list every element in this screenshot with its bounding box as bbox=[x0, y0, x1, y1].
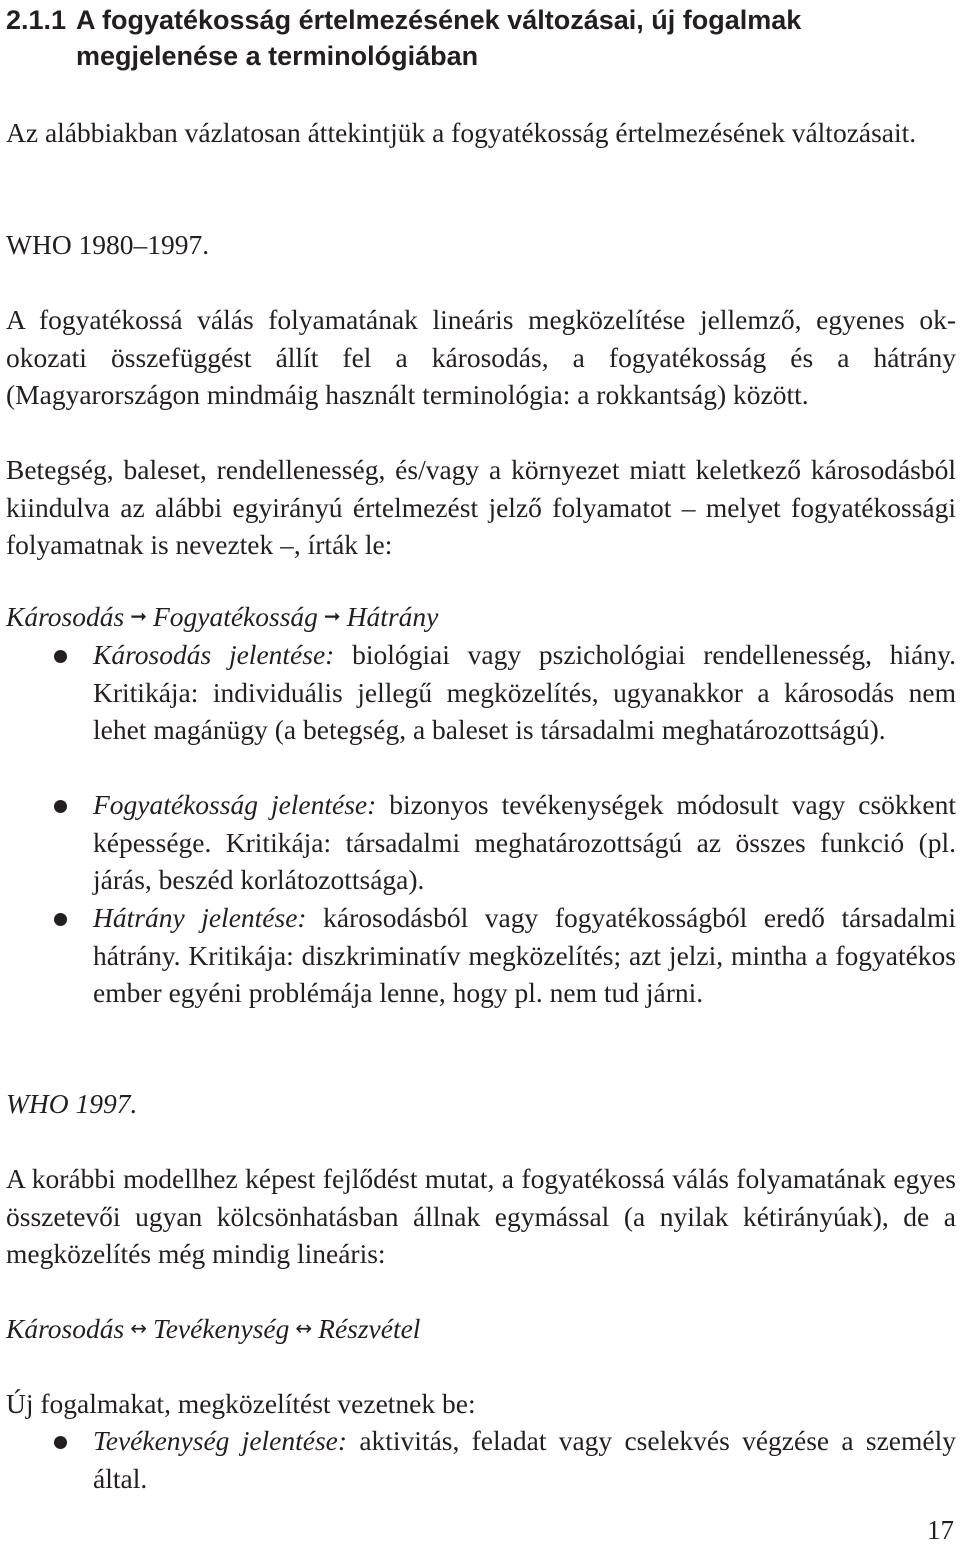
who-1997-paragraph-1: A korábbi modellhez képest fejlődést mutat, a fogyatékossá válás folyamatának egyes összetevői ugyan kölcsönhatásban állnak egymással (a nyilak kétirányúak), de a megközelítés még mindig lineáris: bbox=[6, 1163, 956, 1269]
bullet-term: Károsodás jelentése: bbox=[93, 639, 335, 670]
who-1997-label: WHO 1997. bbox=[6, 1088, 138, 1119]
who-1980-paragraph-1: A fogyatékossá válás folyamatának lineáris megközelítése jellemző, egyenes ok-okozati összefüggést állít fel a károsodás, a fogyatékosság és a hátrány (Magyarországon mindmáig használt terminológia: a rokkantság) között. bbox=[6, 304, 956, 410]
bullet-term: Hátrány jelentése: bbox=[93, 902, 307, 933]
bidirectional-arrow-icon: ↔ bbox=[295, 1316, 313, 1340]
bullet-icon bbox=[54, 1436, 67, 1449]
who-1997-paragraph-2: Új fogalmakat, megközelítést vezetnek be: bbox=[6, 1388, 476, 1419]
bullet-text bbox=[93, 1422, 956, 1497]
section-number: 2.1.1 bbox=[6, 5, 67, 35]
section-title: A fogyatékosság értelmezésének változásai, új fogalmak megjelenése a terminológiában bbox=[76, 5, 802, 71]
bullet-description: biológiai vagy pszichológiai rendellenesség, hiány. Kritikája: individuális jellegű megközelítés, ugyanakkor a károsodás nem lehet magánügy (a betegség, a baleset is társadalmi meghatározottságú). bbox=[93, 639, 956, 745]
bullet-text bbox=[93, 636, 956, 749]
right-arrow-icon: ➞ bbox=[130, 604, 147, 628]
bullet-text bbox=[93, 786, 956, 899]
bullet-icon bbox=[54, 800, 67, 813]
flow2-step-2: Tevékenység bbox=[152, 1313, 290, 1344]
disability-process-flow-1 bbox=[6, 598, 438, 636]
bullet-term: Tevékenység jelentése: bbox=[93, 1425, 348, 1456]
bidirectional-arrow-icon: ↔ bbox=[130, 1316, 147, 1340]
page-number: 17 bbox=[927, 1515, 954, 1545]
bullet-term: Fogyatékosság jelentése: bbox=[93, 789, 377, 820]
flow1-step-1: Károsodás bbox=[6, 601, 125, 632]
bullet-icon bbox=[54, 913, 67, 926]
disability-process-flow-2 bbox=[6, 1310, 420, 1348]
intro-paragraph: Az alábbiakban vázlatosan áttekintjük a fogyatékosság értelmezésének változásait. bbox=[6, 117, 917, 148]
who-1980-paragraph-2: Betegség, baleset, rendellenesség, és/vagy a környezet miatt keletkező károsodásból kiindulva az alábbi egyirányú értelmezést jelző folyamatot – melyet fogyatékossági folyamatnak is neveztek –, írták le: bbox=[6, 454, 956, 560]
flow2-step-3: Részvétel bbox=[318, 1313, 421, 1344]
bullet-text bbox=[93, 899, 956, 1012]
right-arrow-icon: ➞ bbox=[323, 604, 341, 628]
flow1-step-3: Hátrány bbox=[346, 601, 439, 632]
bullet-icon bbox=[54, 650, 67, 663]
bullet-description: aktivitás, feladat vagy cselekvés végzése a személy által. bbox=[93, 1425, 956, 1494]
bullet-description: bizonyos tevékenységek módosult vagy csökkent képessége. Kritikája: társadalmi meghatározottságú az összes funkció (pl. járás, beszéd korlátozottsága). bbox=[93, 789, 956, 895]
bullet-description: károsodásból vagy fogyatékosságból eredő társadalmi hátrány. Kritikája: diszkriminatív megközelítés; azt jelzi, mintha a fogyatékos ember egyéni problémája lenne, hogy pl. nem tud járni. bbox=[93, 902, 957, 1008]
who-1980-label: WHO 1980–1997. bbox=[6, 229, 210, 260]
flow1-step-2: Fogyatékosság bbox=[152, 601, 318, 632]
flow2-step-1: Károsodás bbox=[6, 1313, 125, 1344]
